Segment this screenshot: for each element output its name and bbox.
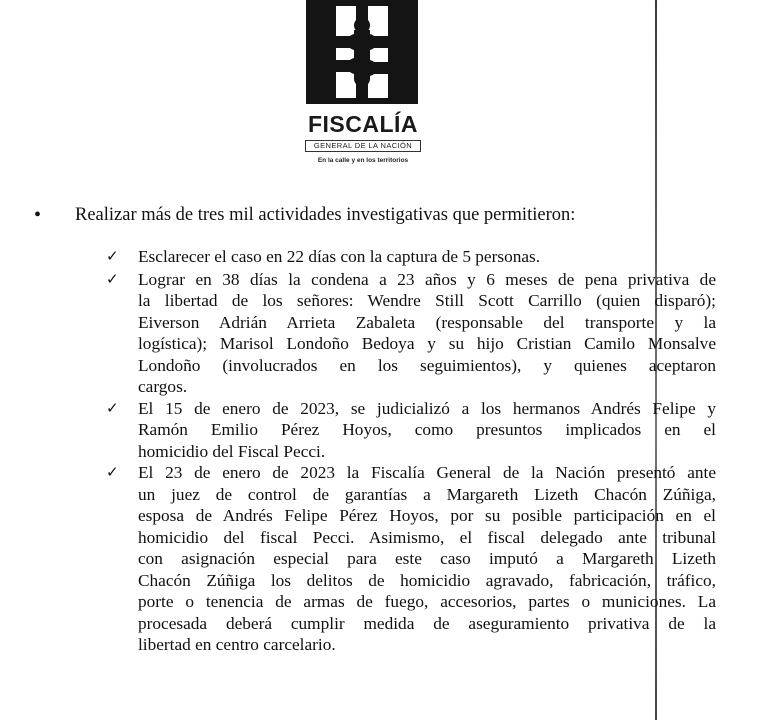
bullet-icon: • [34, 204, 42, 226]
item-line: Lograr en 38 días la condena a 23 años y 6 meses de pena privativa de [138, 269, 716, 289]
item-line: homicidio del fiscal Pecci. Asimismo, el fiscal delegado ante tribunal [138, 527, 716, 547]
item-line: la libertad de los señores: Wendre Still Scott Carrillo (quien disparó); [138, 291, 716, 310]
list-item [106, 398, 716, 463]
item-line: El 15 de enero de 2023, se judicializó a los hermanos Andrés Felipe y [138, 398, 716, 418]
checkmark-icon: ✓ [106, 463, 119, 481]
item-line: procesada deberá cumplir medida de aseguramiento privativa de la [138, 613, 716, 633]
list-item [106, 246, 716, 268]
fiscalia-logo [302, 0, 424, 170]
item-line: Ramón Emilio Pérez Hoyos, como presuntos implicados en el [138, 420, 716, 439]
checkmark-icon: ✓ [106, 398, 119, 417]
logo-tagline: En la calle y en los territorios [317, 157, 409, 164]
item-line: con asignación especial para este caso imputó a Margareth Lizeth [138, 549, 716, 568]
item-line: Esclarecer el caso en 22 días con la captura de 5 personas. [138, 247, 541, 266]
intro-text: Realizar más de tres mil actividades investigativas que permitieron: [75, 205, 576, 225]
logo-subtitle: GENERAL DE LA NACIÓN [305, 140, 421, 152]
item-line: porte o tenencia de armas de fuego, accesorios, partes o municiones. La [138, 592, 716, 611]
item-line: Londoño (involucrados en los seguimientos), y quienes aceptaron [138, 355, 716, 375]
item-line: logística); Marisol Londoño Bedoya y su hijo Cristian Camilo Monsalve [138, 334, 716, 353]
check-list [106, 246, 716, 656]
item-line: esposa de Andrés Felipe Pérez Hoyos, por su posible participación en el [138, 506, 716, 525]
item-line: Chacón Zúñiga los delitos de homicidio agravado, fabricación, tráfico, [138, 570, 716, 590]
item-line: cargos. [138, 377, 188, 396]
checkmark-icon: ✓ [106, 247, 119, 265]
item-line: libertad en centro carcelario. [138, 635, 336, 654]
logo-title: FISCALÍA [307, 111, 419, 137]
list-item [106, 462, 716, 656]
checkmark-icon: ✓ [106, 269, 119, 288]
item-line: El 23 de enero de 2023 la Fiscalía General de la Nación presentó ante [138, 463, 716, 482]
list-item [106, 269, 716, 398]
item-line: Eiverson Adrián Arrieta Zabaleta (responsable del transporte y la [138, 312, 716, 332]
item-line: homicidio del Fiscal Pecci. [138, 441, 326, 461]
item-line: un juez de control de garantías a Margareth Lizeth Chacón Zúñiga, [138, 484, 716, 504]
puzzle-logo-icon [306, 0, 418, 104]
